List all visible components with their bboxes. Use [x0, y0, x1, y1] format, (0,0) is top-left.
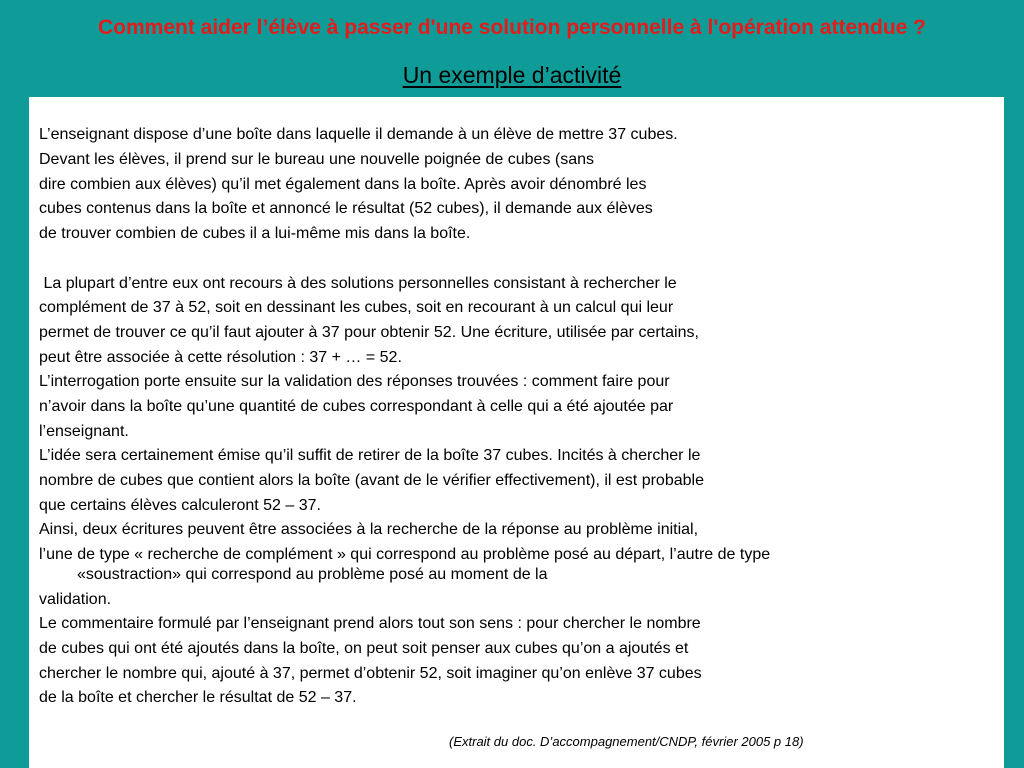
text-line: cubes contenus dans la boîte et annoncé le résultat (52 cubes), il demande aux élèves: [39, 200, 653, 217]
text-line: l’une de type « recherche de complément » qui correspond au problème posé au départ, l’autre de type: [39, 546, 771, 563]
slide-title: Comment aider l’élève à passer d'une solution personnelle à l'opération attendue ?: [97, 16, 926, 39]
text-line: validation.: [39, 591, 112, 608]
text-line: La plupart d’entre eux ont recours à des solutions personnelles consistant à rechercher le: [39, 275, 677, 292]
text-line: n’avoir dans la boîte qu’une quantité de cubes correspondant à celle qui a été ajoutée par: [39, 398, 674, 415]
text-line: permet de trouver ce qu’il faut ajouter à 37 pour obtenir 52. Une écriture, utilisée par certains,: [39, 324, 699, 341]
text-line: l’enseignant.: [39, 423, 129, 440]
citation: (Extrait du doc. D’accompagnement/CNDP, février 2005 p 18): [449, 734, 804, 749]
text-line: de cubes qui ont été ajoutés dans la boîte, on peut soit penser aux cubes qu’on a ajoutés et: [39, 640, 689, 657]
content-panel: [29, 97, 1004, 768]
text-line: Le commentaire formulé par l’enseignant prend alors tout son sens : pour chercher le nombre: [39, 615, 701, 632]
slide-subtitle: Un exemple d’activité: [402, 62, 622, 88]
text-line: Ainsi, deux écritures peuvent être associées à la recherche de la réponse au problème initial,: [39, 521, 699, 538]
text-line: L’idée sera certainement émise qu’il suffit de retirer de la boîte 37 cubes. Incités à chercher le: [39, 447, 701, 464]
text-line: chercher le nombre qui, ajouté à 37, permet d’obtenir 52, soit imaginer qu’on enlève 37 cubes: [39, 665, 702, 682]
text-line: dire combien aux élèves) qu’il met également dans la boîte. Après avoir dénombré les: [39, 176, 647, 193]
text-line: de la boîte et chercher le résultat de 52 – 37.: [39, 689, 357, 706]
text-line: L’interrogation porte ensuite sur la validation des réponses trouvées : comment faire pour: [39, 373, 670, 390]
text-line: que certains élèves calculeront 52 – 37.: [39, 497, 321, 514]
text-line: complément de 37 à 52, soit en dessinant les cubes, soit en recourant à un calcul qui leur: [39, 299, 674, 316]
text-line: peut être associée à cette résolution : 37 + … = 52.: [39, 349, 402, 366]
text-line: L’enseignant dispose d’une boîte dans laquelle il demande à un élève de mettre 37 cubes.: [39, 126, 678, 143]
text-line: Devant les élèves, il prend sur le bureau une nouvelle poignée de cubes (sans: [39, 151, 595, 168]
text-line: de trouver combien de cubes il a lui-même mis dans la boîte.: [39, 225, 471, 242]
text-line: nombre de cubes que contient alors la boîte (avant de le vérifier effectivement), il est probable: [39, 472, 704, 489]
text-line: «soustraction» qui correspond au problème posé au moment de la: [77, 566, 548, 583]
